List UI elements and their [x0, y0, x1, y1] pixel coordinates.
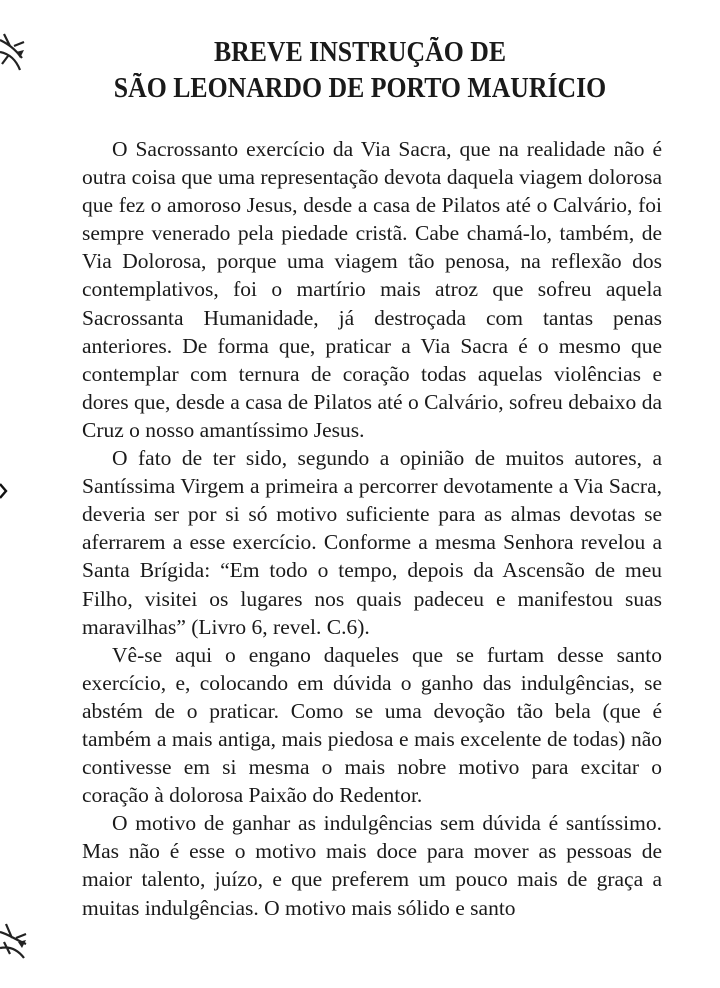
paragraph: Vê-se aqui o engano daqueles que se furtam desse santo exercício, e, colocando em dúvida o ganho das indulgências, se abstém de o praticar. Como se uma devoção tão bela (que é também a mais antiga, mais piedosa e mais excelente de todas) não contivesse em si mesma o mais nobre motivo para excitar o coração à dolorosa Paixão do Redentor. — [82, 642, 662, 808]
thorn-ornament-icon — [0, 30, 26, 74]
diamond-ornament-icon — [0, 480, 10, 502]
paragraph: O Sacrossanto exercício da Via Sacra, que na realidade não é outra coisa que uma representação devota daquela viagem dolorosa que fez o amoroso Jesus, desde a casa de Pilatos até o Calvário, foi sempre venerado pela piedade cristã. Cabe chamá-lo, também, de Via Dolorosa, porque uma viagem tão penosa, na reflexão dos contemplativos, foi o martírio mais atroz que sofreu aquela Sacrossanta Humanidade, já destroçada com tantas penas anteriores. De forma que, praticar a Via Sacra é o mesmo que contemplar com ternura de coração todas aquelas violências e dores que, desde a casa de Pilatos até o Calvário, sofreu debaixo da Cruz o nosso amantíssimo Jesus. — [82, 137, 662, 442]
thorn-ornament-icon-bottom — [0, 918, 28, 962]
body-text — [82, 135, 662, 922]
paragraph: O fato de ter sido, segundo a opinião de muitos autores, a Santíssima Virgem a primeira a percorrer devotamente a Via Sacra, deveria ser por si só motivo suficiente para as almas devotas se aferrarem a esse exercício. Conforme a mesma Senhora revelou a Santa Brígida: “Em todo o tempo, depois da Ascensão de meu Filho, visitei os lugares nos quais padeceu e manifestou suas maravilhas” (Livro 6, revel. C.6). — [82, 446, 662, 639]
paragraph: O motivo de ganhar as indulgências sem dúvida é santíssimo. Mas não é esse o motivo mais doce para mover as pessoas de maior talento, juízo, e que preferem um pouco mais de graça a muitas indulgências. O motivo mais sólido e santo — [82, 811, 662, 920]
title-line-1: BREVE INSTRUÇÃO DE — [213, 37, 507, 68]
title-line-2: SÃO LEONARDO DE PORTO MAURÍCIO — [113, 73, 607, 104]
